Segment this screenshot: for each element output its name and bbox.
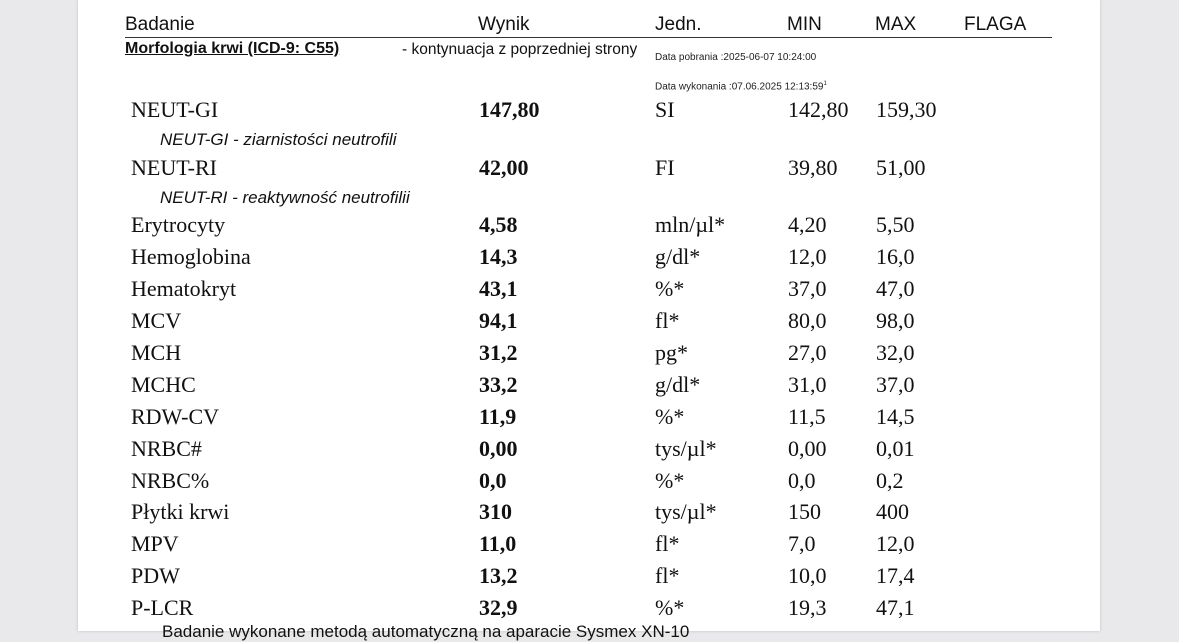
min-value: 150	[788, 499, 821, 524]
result-value: 11,9	[479, 404, 517, 429]
min-value: 39,80	[788, 155, 838, 180]
max-value: 47,1	[876, 595, 915, 620]
result-value: 32,9	[479, 595, 518, 620]
test-name: P-LCR	[131, 595, 194, 620]
table-row	[78, 244, 1078, 272]
table-row	[78, 595, 1078, 623]
table-row	[78, 97, 1078, 125]
unit: FI	[655, 155, 675, 180]
unit: fl*	[655, 308, 680, 333]
unit: g/dl*	[655, 372, 701, 397]
max-value: 14,5	[876, 404, 915, 429]
test-name: MCH	[131, 340, 182, 365]
result-value: 14,3	[479, 244, 518, 269]
table-row	[78, 468, 1078, 496]
test-name: NRBC%	[131, 468, 210, 493]
min-value: 31,0	[788, 372, 827, 397]
footnote-mark: 1	[823, 81, 827, 87]
test-name: NRBC#	[131, 436, 202, 461]
result-value: 33,2	[479, 372, 518, 397]
unit: %*	[655, 404, 685, 429]
table-row	[78, 563, 1078, 591]
header-jedn: Jedn.	[655, 14, 702, 35]
header-badanie: Badanie	[125, 14, 195, 35]
table-row	[78, 212, 1078, 240]
result-value: 13,2	[479, 563, 518, 588]
result-value: 0,00	[479, 436, 518, 461]
table-row	[78, 308, 1078, 336]
table-row	[78, 436, 1078, 464]
footer-note: Badanie wykonane metodą automatyczną na aparacie Sysmex XN-10	[162, 622, 690, 641]
test-name: Płytki krwi	[131, 499, 230, 524]
test-name: MPV	[131, 531, 179, 556]
test-name: NEUT-GI	[131, 97, 219, 122]
test-name: RDW-CV	[131, 404, 219, 429]
max-value: 400	[876, 499, 909, 524]
table-row	[78, 372, 1078, 400]
unit: pg*	[655, 340, 688, 365]
max-value: 47,0	[876, 276, 915, 301]
test-note: NEUT-GI - ziarnistości neutrofili	[160, 130, 397, 149]
min-value: 37,0	[788, 276, 827, 301]
unit: SI	[655, 97, 675, 122]
min-value: 7,0	[788, 531, 816, 556]
unit: %*	[655, 276, 685, 301]
result-value: 4,58	[479, 212, 518, 237]
section-title: Morfologia krwi (ICD-9: C55)	[125, 40, 340, 57]
min-value: 11,5	[788, 404, 826, 429]
unit: tys/µl*	[655, 499, 717, 524]
unit: fl*	[655, 531, 680, 556]
result-value: 11,0	[479, 531, 517, 556]
section-continuation: - kontynuacja z poprzedniej strony	[402, 41, 638, 58]
header-divider	[125, 37, 1052, 38]
max-value: 37,0	[876, 372, 915, 397]
unit: %*	[655, 468, 685, 493]
table-row	[78, 404, 1078, 432]
result-value: 31,2	[479, 340, 518, 365]
test-name: MCHC	[131, 372, 196, 397]
table-row	[78, 340, 1078, 368]
min-value: 4,20	[788, 212, 827, 237]
test-note: NEUT-RI - reaktywność neutrofilii	[160, 188, 410, 207]
max-value: 0,01	[876, 436, 915, 461]
table-row	[78, 531, 1078, 559]
result-value: 310	[479, 499, 512, 524]
max-value: 5,50	[876, 212, 915, 237]
performed-date: Data wykonania :07.06.2025 $12:13:59^1$	[655, 81, 827, 93]
test-name: NEUT-RI	[131, 155, 217, 180]
result-value: 147,80	[479, 97, 540, 122]
max-value: 0,2	[876, 468, 904, 493]
document-page	[78, 0, 1100, 641]
min-value: 0,00	[788, 436, 827, 461]
header-wynik: Wynik	[478, 14, 530, 35]
unit: %*	[655, 595, 685, 620]
result-value: 94,1	[479, 308, 518, 333]
header-min: MIN	[787, 14, 822, 35]
min-value: 142,80	[788, 97, 849, 122]
min-value: 80,0	[788, 308, 827, 333]
table-row	[78, 155, 1078, 183]
min-value: 12,0	[788, 244, 827, 269]
test-name: Hemoglobina	[131, 244, 251, 269]
min-value: 19,3	[788, 595, 827, 620]
test-name: PDW	[131, 563, 180, 588]
unit: g/dl*	[655, 244, 701, 269]
max-value: 159,30	[876, 97, 937, 122]
result-value: 0,0	[479, 468, 507, 493]
max-value: 51,00	[876, 155, 926, 180]
collection-date: Data pobrania :2025-06-07 10:24:00	[655, 52, 817, 63]
test-name: Hematokryt	[131, 276, 237, 301]
unit: fl*	[655, 563, 680, 588]
min-value: 0,0	[788, 468, 816, 493]
max-value: 16,0	[876, 244, 915, 269]
test-name: Erytrocyty	[131, 212, 226, 237]
max-value: 12,0	[876, 531, 915, 556]
unit: mln/µl*	[655, 212, 726, 237]
header-max: MAX	[875, 14, 917, 35]
max-value: 98,0	[876, 308, 915, 333]
min-value: 10,0	[788, 563, 827, 588]
result-value: 43,1	[479, 276, 518, 301]
unit: tys/µl*	[655, 436, 717, 461]
max-value: 32,0	[876, 340, 915, 365]
max-value: 17,4	[876, 563, 915, 588]
min-value: 27,0	[788, 340, 827, 365]
table-row	[78, 499, 1078, 527]
test-name: MCV	[131, 308, 182, 333]
header-flaga: FLAGA	[964, 14, 1027, 35]
result-value: 42,00	[479, 155, 529, 180]
table-row	[78, 276, 1078, 304]
